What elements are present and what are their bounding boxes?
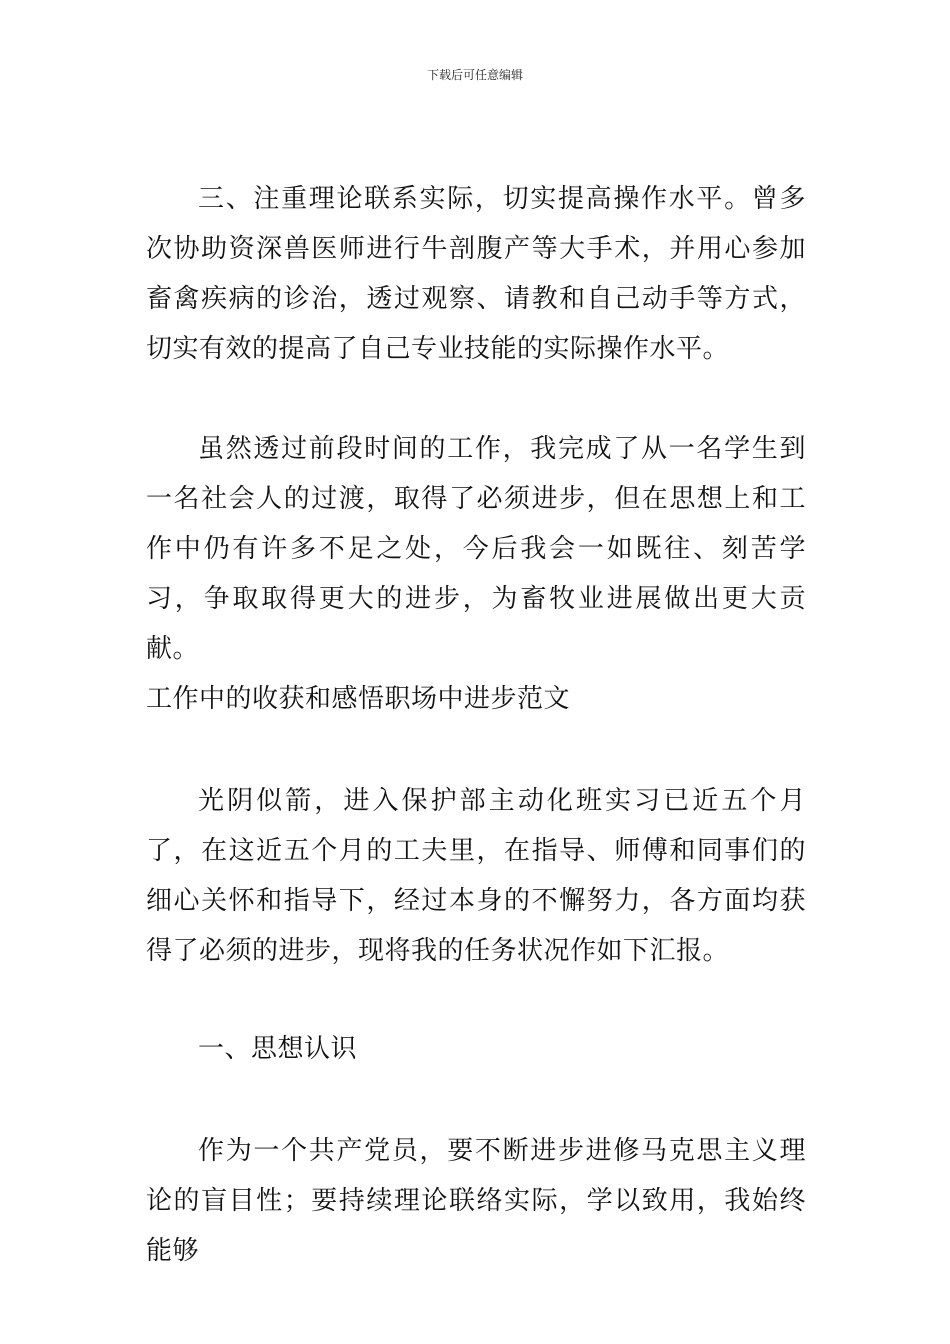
paragraph-summary: 虽然透过前段时间的工作，我完成了从一名学生到一名社会人的过渡，取得了必须进步，但在思想上和工作中仍有许多不足之处，今后我会一如既往、刻苦学习，争取取得更大的进步，为畜牧业进展做出更大贡献。 (146, 434, 806, 664)
paragraph-thought: 作为一个共产党员，要不断进步进修马克思主义理论的盲目性；要持续理论联络实际，学以致用，我始终能够 (146, 1136, 806, 1266)
section-heading: 一、思想认识 (198, 1034, 358, 1064)
page-header: 下载后可任意编辑 (426, 68, 523, 82)
article-title: 工作中的收获和感悟职场中进步范文 (146, 684, 571, 714)
paragraph-intro: 光阴似箭，进入保护部主动化班实习已近五个月了，在这近五个月的工夫里，在指导、师傅和同事们的细心关怀和指导下，经过本身的不懈努力，各方面均获得了必须的进步，现将我的任务状况作如下汇报。 (146, 786, 806, 966)
paragraph-practice: 三、注重理论联系实际，切实提高操作水平。曾多次协助资深兽医师进行牛剖腹产等大手术，并用心参加畜禽疾病的诊治，透过观察、请教和自己动手等方式，切实有效的提高了自己专业技能的实际操作水平。 (146, 184, 806, 364)
